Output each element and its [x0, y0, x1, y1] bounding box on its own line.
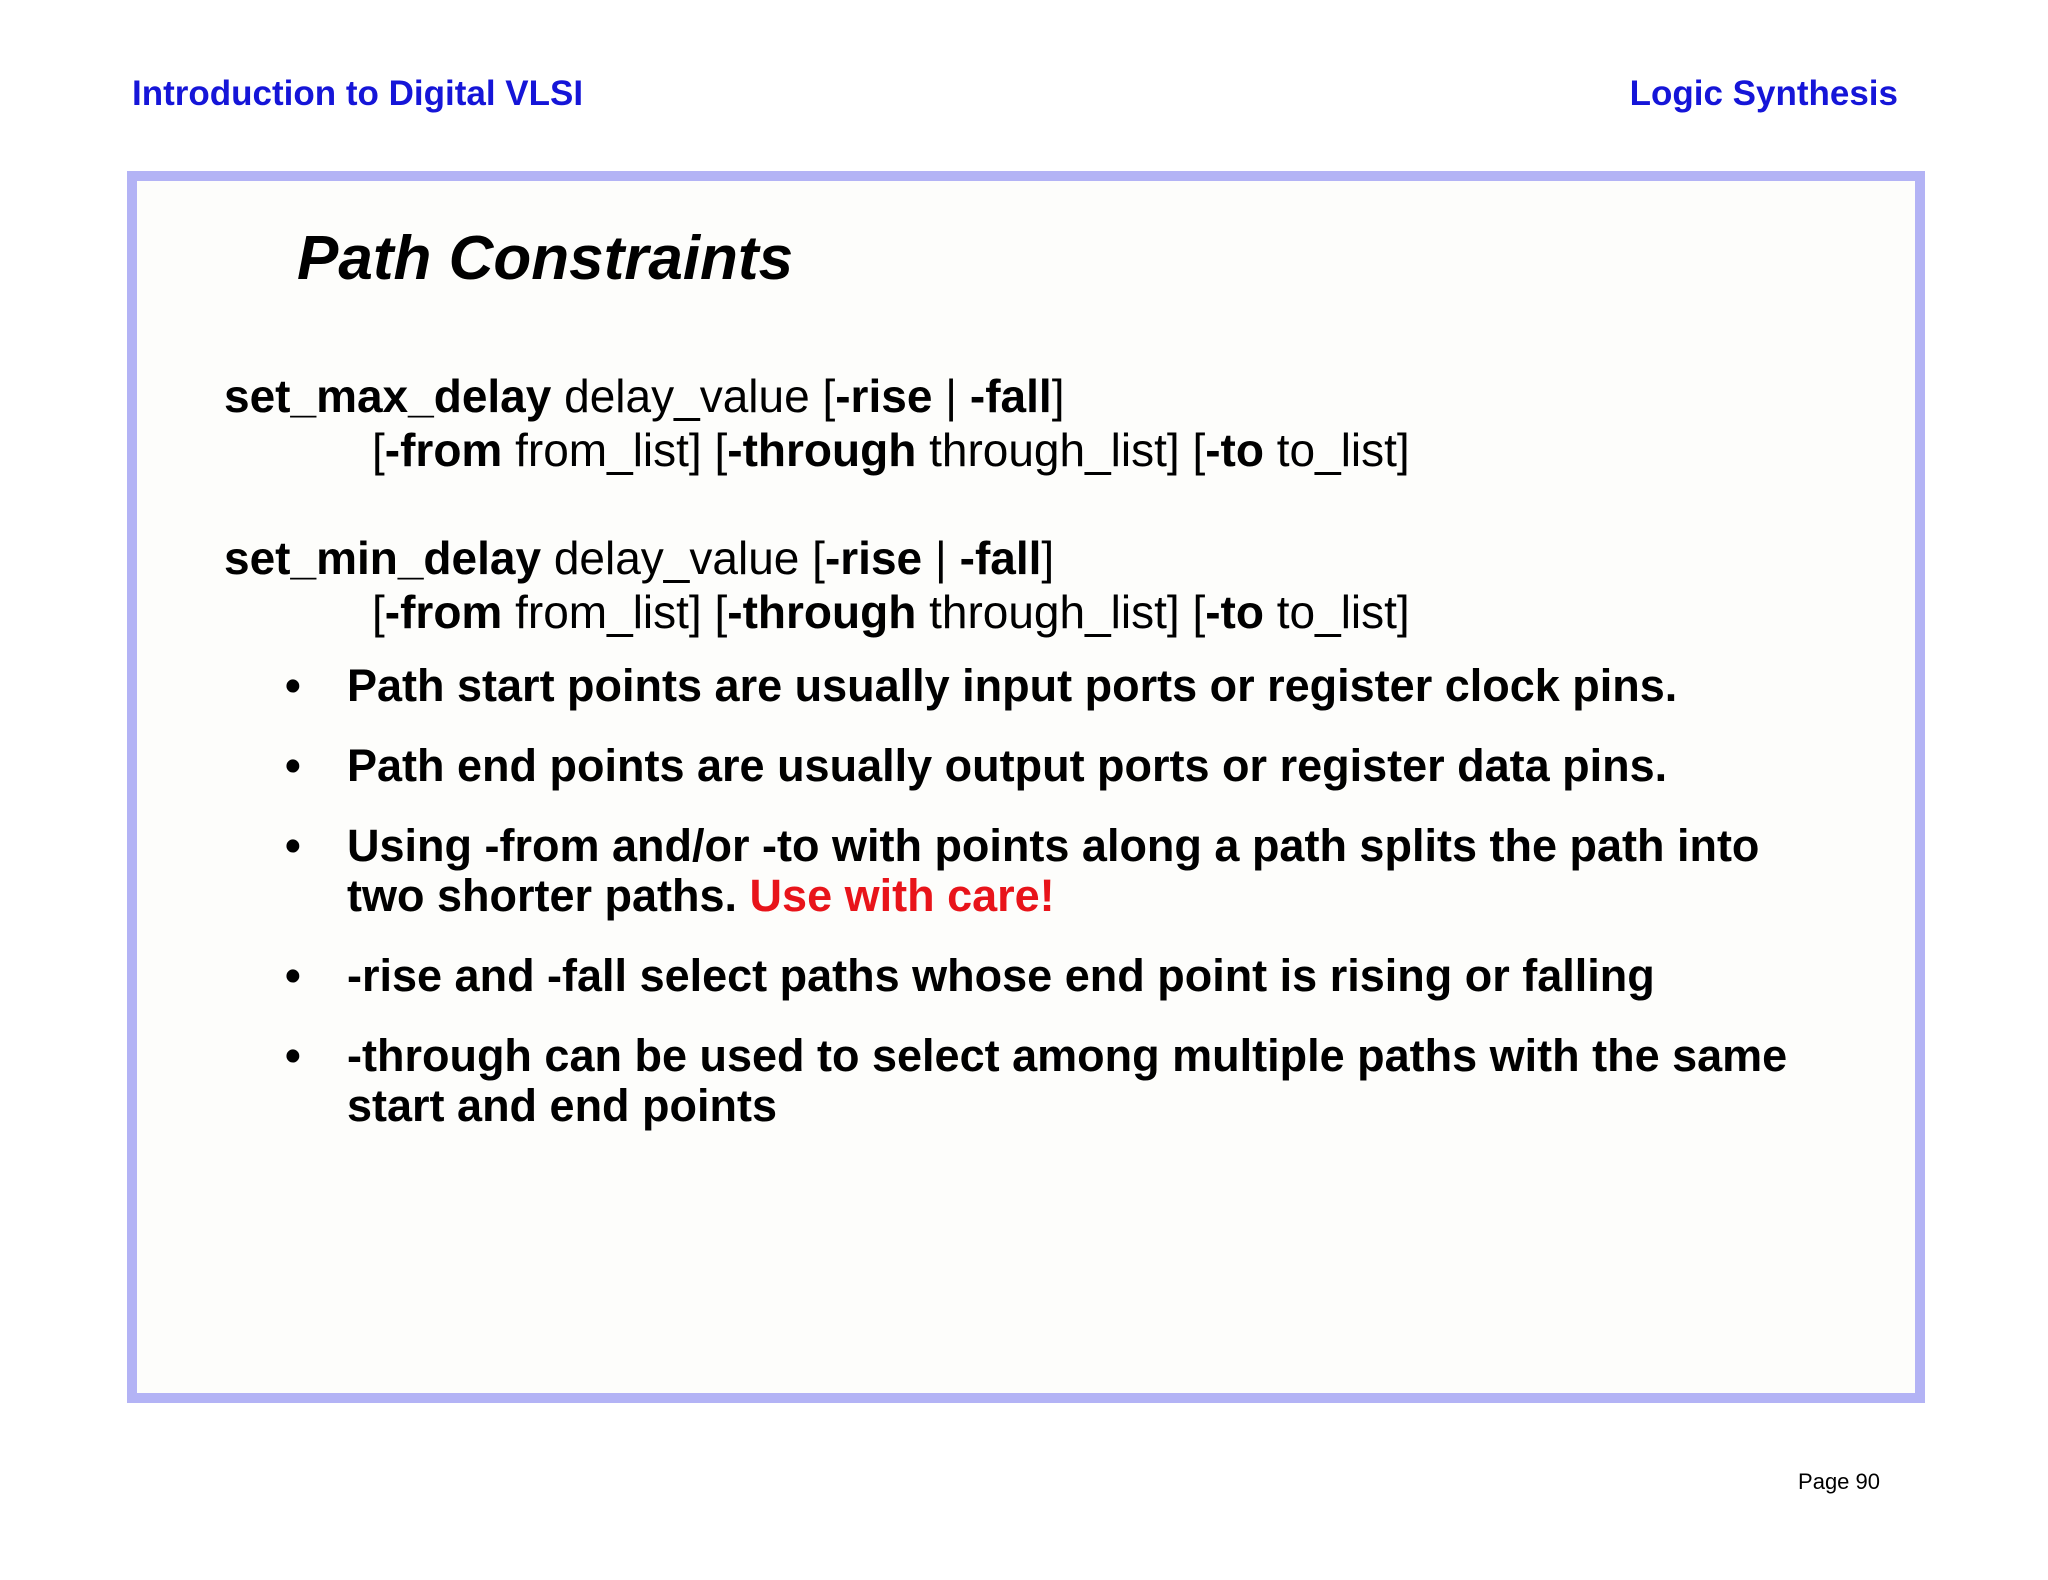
list-item [285, 661, 1845, 711]
list-item [285, 821, 1845, 921]
syntax-line-2 [224, 423, 1410, 477]
bullet-text: -rise and -fall select paths whose end point is rising or falling [347, 950, 1655, 1001]
command-arg: delay_value [ [541, 532, 825, 584]
syntax-line-1 [224, 369, 1410, 423]
bullet-text: -through can be used to select among multiple paths with the same start and end points [347, 1030, 1788, 1131]
bracket-open: [ [372, 586, 385, 638]
bullet-icon: • [285, 820, 301, 871]
to-flag: -to [1205, 586, 1264, 638]
through-flag: -through [727, 424, 917, 476]
bullet-icon: • [285, 660, 301, 711]
command-name: set_min_delay [224, 532, 542, 584]
command-name: set_max_delay [224, 370, 552, 422]
from-flag: -from [384, 586, 503, 638]
pipe-separator: | [922, 532, 960, 584]
course-title: Introduction to Digital VLSI [132, 74, 584, 113]
pipe-separator: | [932, 370, 970, 422]
slide-frame [127, 171, 1925, 1403]
section-title: Logic Synthesis [1629, 74, 1898, 113]
to-arg: to_list] [1263, 424, 1410, 476]
through-flag: -through [727, 586, 917, 638]
set-min-delay-syntax [224, 531, 1410, 639]
through-arg: through_list] [ [916, 424, 1206, 476]
fall-flag: -fall [959, 532, 1042, 584]
slide-title: Path Constraints [297, 224, 794, 293]
list-item [285, 1031, 1845, 1131]
from-arg: from_list] [ [502, 424, 728, 476]
rise-flag: -rise [824, 532, 923, 584]
page-number: Page 90 [1798, 1469, 1880, 1494]
fall-flag: -fall [969, 370, 1052, 422]
from-arg: from_list] [ [502, 586, 728, 638]
through-arg: through_list] [ [916, 586, 1206, 638]
list-item [285, 951, 1845, 1001]
bullet-text: Path start points are usually input ports or register clock pins. [347, 660, 1678, 711]
bracket-close: ] [1041, 532, 1055, 584]
rise-flag: -rise [835, 370, 933, 422]
bullet-text: Path end points are usually output ports or register data pins. [347, 740, 1668, 791]
syntax-line-2 [224, 585, 1410, 639]
list-item [285, 741, 1845, 791]
bracket-close: ] [1051, 370, 1065, 422]
bullet-icon: • [285, 740, 301, 791]
bracket-open: [ [372, 424, 385, 476]
warning-text: Use with care! [749, 870, 1055, 921]
bullet-icon: • [285, 950, 301, 1001]
to-flag: -to [1205, 424, 1264, 476]
bullet-icon: • [285, 1030, 301, 1081]
bullet-list [285, 661, 1845, 1161]
command-arg: delay_value [ [551, 370, 836, 422]
from-flag: -from [384, 424, 503, 476]
bullet-text: Using -from and/or -to with points along a path splits the path into two shorter paths. [347, 820, 1760, 921]
to-arg: to_list] [1263, 586, 1410, 638]
syntax-line-1 [224, 531, 1410, 585]
set-max-delay-syntax [224, 369, 1410, 477]
